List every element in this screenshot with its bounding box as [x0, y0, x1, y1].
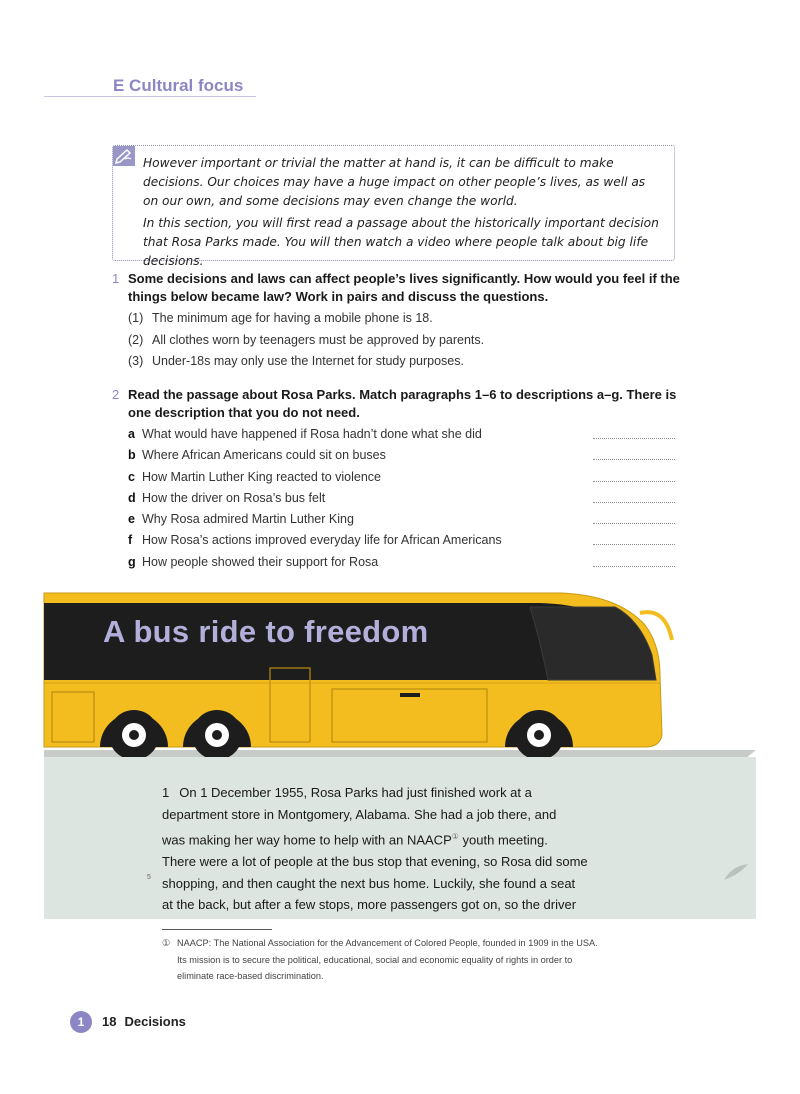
- item-letter: e: [128, 512, 135, 527]
- answer-blank[interactable]: [593, 566, 675, 567]
- question-number: (1): [128, 311, 144, 325]
- unit-badge: 1: [70, 1011, 92, 1033]
- answer-blank[interactable]: [593, 481, 675, 482]
- passage-text: was making her way home to help with an NAACP: [162, 831, 452, 847]
- passage-line: shopping, and then caught the next bus home. Luckily, she found a seat: [162, 875, 576, 891]
- passage-line: at the back, but after a few stops, more passengers got on, so the driver: [162, 897, 577, 913]
- item-text: What would have happened if Rosa hadn’t done what she did: [142, 427, 482, 441]
- decorative-leaf-icon: [722, 862, 750, 889]
- answer-blank[interactable]: [593, 502, 675, 503]
- passage-line: department store in Montgomery, Alabama. She had a job there, and: [162, 806, 557, 822]
- unit-name: Decisions: [124, 1014, 186, 1029]
- answer-blank[interactable]: [593, 438, 675, 439]
- matching-item: [128, 467, 682, 488]
- question-item: [128, 308, 682, 330]
- passage-line: There were a lot of people at the bus stop that evening, so Rosa did some: [162, 853, 588, 869]
- question-number: (2): [128, 332, 144, 347]
- answer-blank[interactable]: [593, 523, 675, 524]
- task-instruction: Read the passage about Rosa Parks. Match paragraphs 1–6 to descriptions a–g. There is one description that you do not need.: [128, 387, 677, 420]
- article-passage: [162, 782, 612, 916]
- page-footer: [102, 1014, 186, 1029]
- passage-line: [162, 782, 612, 804]
- item-letter: a: [128, 427, 135, 441]
- task-instruction: Some decisions and laws can affect people’s lives significantly. How would you feel if the things below became law? Work in pairs and discuss the questions.: [128, 271, 680, 304]
- passage-text: youth meeting.: [458, 831, 548, 847]
- answer-blank[interactable]: [593, 544, 675, 545]
- item-text: How the driver on Rosa’s bus felt: [142, 490, 326, 505]
- task-1: [112, 270, 682, 373]
- item-text: Where African Americans could sit on buses: [142, 448, 386, 463]
- task-number: 2: [112, 387, 120, 402]
- footnote-mark: ①: [162, 938, 171, 948]
- intro-paragraph: However important or trivial the matter at hand is, it can be difficult to make decisions. Our choices may have a huge impact on other people’s lives, as well as on our own, and some decisions may even change the world.: [143, 156, 646, 208]
- matching-item: [128, 552, 682, 573]
- item-text: Why Rosa admired Martin Luther King: [142, 512, 354, 527]
- answer-blank[interactable]: [593, 459, 675, 460]
- matching-item: [128, 488, 682, 509]
- article-title: A bus ride to freedom: [103, 614, 429, 649]
- intro-paragraph: In this section, you will first read a passage about the historically important decision that Rosa Parks made. You will then watch a video where people talk about big life decisions.: [143, 216, 659, 268]
- item-text: How Rosa’s actions improved everyday life for African Americans: [142, 533, 502, 548]
- question-number: (3): [128, 354, 144, 368]
- matching-item: [128, 509, 682, 530]
- item-text: How Martin Luther King reacted to violence: [142, 469, 382, 484]
- footnote-divider: [162, 929, 272, 930]
- item-letter: f: [128, 533, 133, 548]
- edit-note-icon: [113, 146, 135, 166]
- page-number: 18: [102, 1014, 117, 1029]
- line-number: 5: [147, 874, 151, 881]
- bus-illustration: [0, 585, 800, 770]
- footnote-reference[interactable]: ①: [451, 831, 459, 841]
- question-item: [128, 330, 682, 352]
- question-text: All clothes worn by teenagers must be approved by parents.: [152, 332, 485, 347]
- question-list: [128, 308, 682, 373]
- question-text: The minimum age for having a mobile phone is 18.: [152, 311, 433, 325]
- matching-item: [128, 530, 682, 551]
- section-title: E Cultural focus: [113, 76, 244, 95]
- task-number: 1: [112, 271, 120, 286]
- matching-item: [128, 424, 682, 445]
- matching-list: [128, 424, 682, 573]
- item-letter: b: [128, 448, 136, 463]
- section-divider: [44, 96, 256, 97]
- item-letter: c: [128, 469, 135, 484]
- item-text: How people showed their support for Rosa: [142, 554, 379, 569]
- task-2: [112, 386, 682, 573]
- question-text: Under-18s may only use the Internet for study purposes.: [152, 354, 464, 368]
- matching-item: [128, 445, 682, 466]
- paragraph-number: 1: [162, 785, 170, 800]
- passage-text: On 1 December 1955, Rosa Parks had just finished work at a: [179, 785, 532, 800]
- footnote: [162, 935, 602, 985]
- passage-line: [162, 826, 612, 851]
- question-item: [128, 351, 682, 373]
- item-letter: d: [128, 490, 136, 505]
- item-letter: g: [128, 554, 136, 569]
- footnote-text: NAACP: The National Association for the Advancement of Colored People, founded in 1909 in the USA. Its mission is to secure the political, educational, social and economic equality of rights in order to eliminate race-based discrimination.: [177, 938, 598, 981]
- intro-box: [112, 145, 675, 268]
